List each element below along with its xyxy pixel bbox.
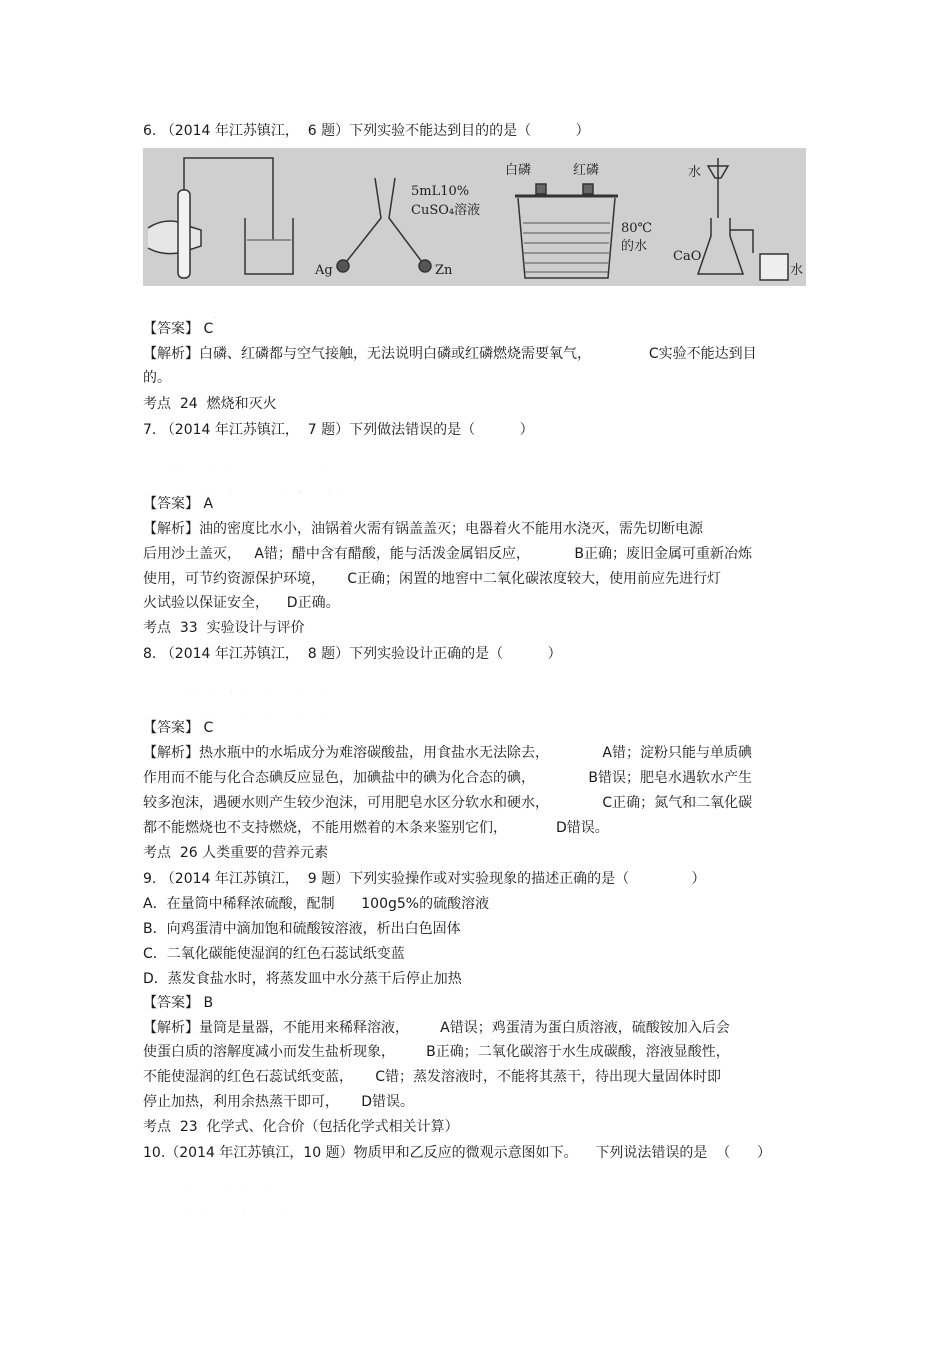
q8-option-a[interactable] [143, 690, 349, 692]
label-ag: Ag [315, 263, 333, 278]
beaker-phosphorus-icon [515, 184, 618, 278]
q7-analysis-line-3: 使用，可节约资源保护环境， C正确；闲置的地窖中二氧化碳浓度较大，使用前应先进行灯 [143, 571, 722, 587]
q7-option-a[interactable] [143, 466, 363, 468]
q8-analysis-line-1: 【解析】热水瓶中的水垢成分为难溶碳酸盐，用食盐水无法除去， A错；淀粉只能与单质碘 [143, 745, 752, 761]
q9-option-b[interactable]: B．向鸡蛋清中滴加饱和硫酸铵溶液，析出白色固体 [143, 921, 461, 937]
q9-analysis-line-4: 停止加热，利用余热蒸干即可， D错误。 [143, 1094, 415, 1110]
label-solution: CuSO₄溶液 [411, 203, 481, 218]
q8-options-row-1 [143, 670, 810, 692]
q8-analysis-line-3: 较多泡沫，遇硬水则产生较少泡沫，可用肥皂水区分软水和硬水， C正确；氮气和二氧化碳 [143, 795, 753, 811]
q8-answer: 【答案】 C [143, 720, 214, 736]
q7-stem: 7. （2014 年江苏镇江， 7 题）下列做法错误的是（ ） [143, 422, 534, 438]
q6-topic: 考点 24 燃烧和灭火 [143, 396, 277, 412]
q8-topic: 考点 26 人类重要的营养元素 [143, 845, 329, 861]
q7-options-row-2 [143, 470, 810, 492]
q8-option-c[interactable] [143, 714, 335, 716]
label-volume: 5mL10% [411, 184, 470, 199]
label-temperature: 80℃ [621, 221, 653, 236]
q10-option-c[interactable] [143, 1213, 307, 1215]
q9-analysis-line-1: 【解析】量筒是量器，不能用来稀释溶液， A错误；鸡蛋清为蛋白质溶液，硫酸铵加入后会 [143, 1020, 730, 1036]
q6-experiment-figure [143, 148, 806, 286]
gas-tightness-apparatus-icon [148, 158, 293, 278]
label-cao: CaO [673, 249, 702, 264]
q7-analysis-line-1: 【解析】油的密度比水小，油锅着火需有锅盖盖灭；电器着火不能用水浇灭，需先切断电源 [143, 521, 703, 537]
label-white-phosphorus: 白磷 [505, 163, 532, 178]
q9-topic: 考点 23 化学式、化合价（包括化学式相关计算） [143, 1119, 459, 1135]
q7-options-row-1 [143, 446, 810, 468]
q6-options [143, 296, 810, 318]
q9-option-c[interactable]: C．二氧化碳能使湿润的红色石蕊试纸变蓝 [143, 946, 405, 962]
q7-analysis-line-2: 后用沙土盖灭， A错；醋中含有醋酸，能与活泼金属铝反应， B正确；废旧金属可重新冶炼 [143, 546, 753, 562]
q10-stem: 10.（2014 年江苏镇江，10 题）物质甲和乙反应的微观示意图如下。 下列说法错误的是 （ ） [143, 1145, 772, 1161]
q8-analysis-line-4: 都不能燃烧也不支持燃烧，不能用燃着的木条来鉴别它们， D错误。 [143, 820, 609, 836]
q6-analysis-line-2: 的。 [143, 370, 171, 386]
q9-option-a[interactable]: A．在量筒中稀释浓硫酸，配制 100g5%的硫酸溶液 [143, 896, 490, 912]
q9-stem: 9. （2014 年江苏镇江， 9 题）下列实验操作或对实验现象的描述正确的是（ ） [143, 871, 706, 887]
q7-answer: 【答案】 A [143, 496, 214, 512]
q7-topic: 考点 33 实验设计与评价 [143, 620, 305, 636]
q9-analysis-line-2: 使蛋白质的溶解度减小而发生盐析现象， B正确；二氧化碳溶于水生成碳酸，溶液显酸性， [143, 1044, 730, 1060]
q6-answer: 【答案】 C [143, 321, 214, 337]
experiment-illustration [143, 148, 806, 286]
q7-analysis-line-4: 火试验以保证安全， D正确。 [143, 595, 340, 611]
q10-option-a[interactable] [143, 1188, 317, 1190]
flask-cao-icon [698, 158, 788, 280]
q8-analysis-line-2: 作用而不能与化合态碘反应显色，加碘盐中的碘为化合态的碘， B错误；肥皂水遇软水产生 [143, 770, 753, 786]
q6-option-a[interactable] [143, 316, 237, 318]
q8-stem: 8. （2014 年江苏镇江， 8 题）下列实验设计正确的是（ ） [143, 646, 562, 662]
label-water-top: 水 [688, 165, 702, 180]
label-red-phosphorus: 红磷 [573, 163, 600, 178]
q9-analysis-line-3: 不能使湿润的红色石蕊试纸变蓝， C错；蒸发溶液时，不能将其蒸干，待出现大量固体时即 [143, 1069, 722, 1085]
q10-options-row-1 [143, 1168, 810, 1190]
q9-option-d[interactable]: D．蒸发食盐水时，将蒸发皿中水分蒸干后停止加热 [143, 971, 462, 987]
q6-analysis-line-1: 【解析】白磷、红磷都与空气接触，无法说明白磷或红磷燃烧需要氧气， C实验不能达到目 [143, 346, 757, 362]
q9-answer: 【答案】 B [143, 995, 214, 1011]
label-water-hot: 的水 [621, 239, 648, 254]
label-zn: Zn [435, 263, 453, 278]
label-water-right: 水 [790, 263, 804, 278]
q10-options-row-2 [143, 1193, 810, 1215]
q7-option-c[interactable] [143, 490, 349, 492]
q6-stem: 6. （2014 年江苏镇江， 6 题）下列实验不能达到目的的是（ ） [143, 123, 590, 139]
q8-options-row-2 [143, 694, 810, 716]
